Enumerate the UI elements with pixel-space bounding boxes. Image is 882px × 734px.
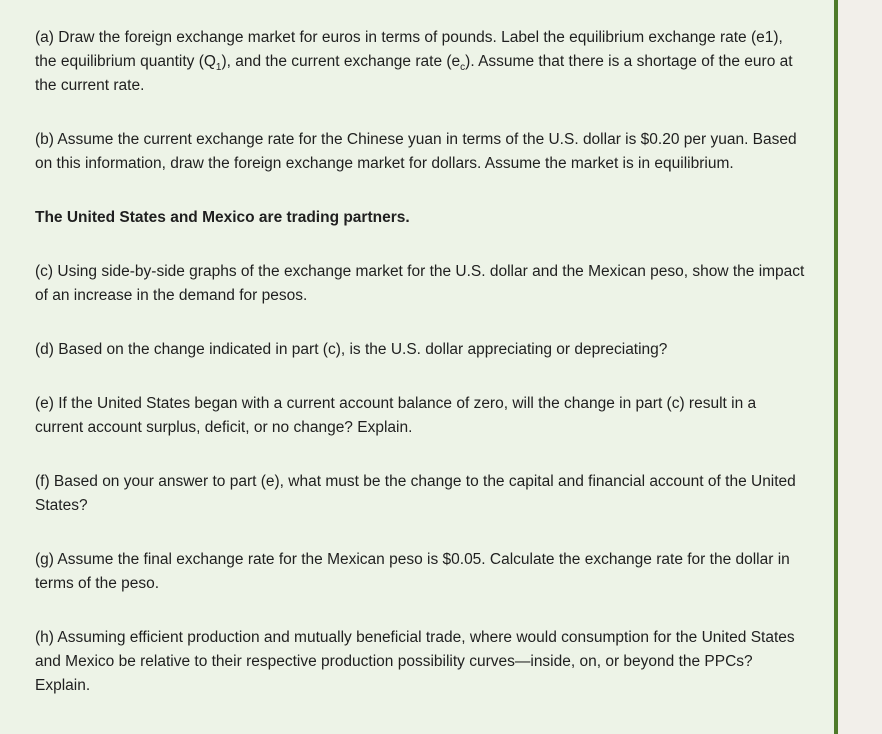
section-heading: The United States and Mexico are trading partners. <box>35 209 410 226</box>
question-e: (e) If the United States began with a current account balance of zero, will the change in part (c) result in a current account surplus, deficit, or no change? Explain. <box>35 395 757 436</box>
question-a <box>35 26 805 98</box>
question-d: (d) Based on the change indicated in part (c), is the U.S. dollar appreciating or depreciating? <box>35 341 668 358</box>
question-a-text-3: ). Assume that there is a shortage of the euro at the current rate. <box>35 53 793 94</box>
question-c: (c) Using side-by-side graphs of the exchange market for the U.S. dollar and the Mexican peso, show the impact of an increase in the demand for pesos. <box>35 263 805 304</box>
question-a-text-2: ), and the current exchange rate (e <box>221 53 461 70</box>
question-list <box>35 26 805 728</box>
question-b: (b) Assume the current exchange rate for the Chinese yuan in terms of the U.S. dollar is $0.20 per yuan. Based on this information, draw the foreign exchange market for dollars. Assume the market is in equilibrium. <box>35 131 797 172</box>
question-h: (h) Assuming efficient production and mutually beneficial trade, where would consumption for the United States and Mexico be relative to their respective production possibility curves—inside, on, or beyond the PPCs? Explain. <box>35 629 795 694</box>
question-a-subscript-q: 1 <box>215 62 222 74</box>
question-g: (g) Assume the final exchange rate for the Mexican peso is $0.05. Calculate the exchange rate for the dollar in terms of the peso. <box>35 551 790 592</box>
question-a-text-1: (a) Draw the foreign exchange market for euros in terms of pounds. Label the equilibrium exchange rate (e1), the equilibrium quantity (Q <box>35 29 783 70</box>
page-gutter <box>842 0 882 734</box>
question-a-subscript-e: c <box>460 62 466 74</box>
question-f: (f) Based on your answer to part (e), what must be the change to the capital and financial account of the United States? <box>35 473 796 514</box>
